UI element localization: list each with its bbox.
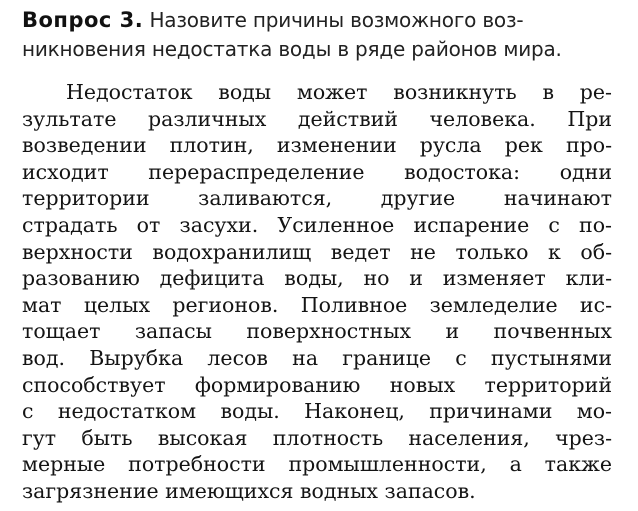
answer-line-12: способствует формированию новых территорий (22, 372, 612, 397)
answer-line-5: территории заливаются, другие начинают (22, 186, 612, 211)
answer-line-10: тощает запасы поверхностных и почвенных (22, 319, 612, 344)
question-block (22, 6, 620, 64)
answer-line-14: гут быть высокая плотность населения, чрез- (22, 425, 612, 450)
answer-line-3: возведении плотин, изменении русла рек про- (22, 133, 612, 158)
question-text-1: Назовите причины возможного воз- (149, 8, 524, 32)
answer-paragraph (22, 79, 620, 505)
answer-line-16: загрязнение имеющихся водных запасов. (22, 478, 476, 503)
answer-line-4: исходит перераспределение водостока: одни (22, 159, 612, 184)
answer-line-2: зультате различных действий человека. При (22, 106, 612, 131)
answer-line-11: вод. Вырубка лесов на границе с пустынями (22, 345, 612, 370)
question-text-2: никновения недостатка воды в ряде районов мира. (22, 37, 562, 61)
question-label: Вопрос 3. (22, 8, 144, 32)
answer-line-15: мерные потребности промышленности, а также (22, 452, 612, 477)
answer-line-1: Недостаток воды может возникнуть в ре- (66, 80, 612, 104)
question-line-1 (22, 6, 620, 35)
answer-line-9: мат целых регионов. Поливное земледелие ис- (22, 292, 612, 317)
answer-line-13: с недостатком воды. Наконец, причинами мо- (22, 399, 612, 424)
answer-line-7: верхности водохранилищ ведет не только к об- (22, 239, 612, 264)
answer-line-8: разованию дефицита воды, но и изменяет кли- (22, 266, 612, 291)
answer-line-6: страдать от засухи. Усиленное испарение с по- (22, 212, 612, 237)
